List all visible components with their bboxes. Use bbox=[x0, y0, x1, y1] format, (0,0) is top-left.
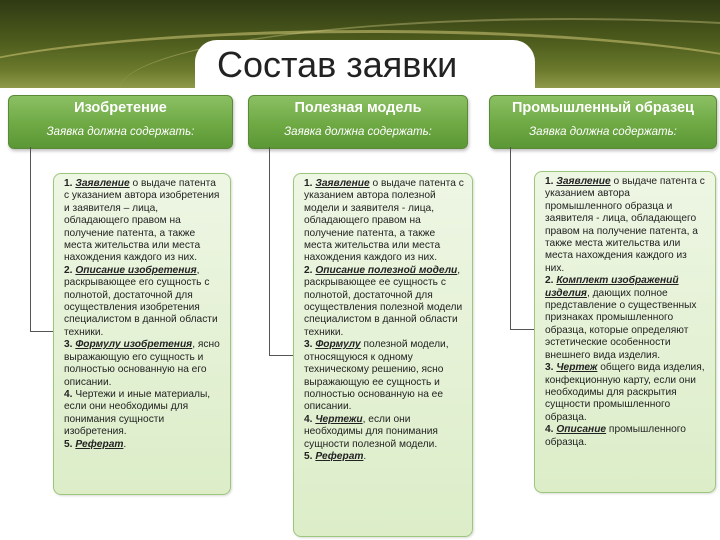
item-number: 3. bbox=[304, 339, 313, 351]
list-item bbox=[304, 414, 464, 451]
item-term: Заявление bbox=[556, 176, 611, 187]
list-item bbox=[304, 339, 464, 413]
requirements-list bbox=[294, 174, 472, 467]
item-term: Чертеж bbox=[556, 362, 598, 374]
item-term: Заявление bbox=[75, 178, 130, 189]
item-term: Описание bbox=[556, 424, 607, 436]
item-term: Чертежи bbox=[315, 413, 363, 425]
item-term: Заявление bbox=[315, 178, 370, 189]
item-number: 3. bbox=[545, 362, 554, 374]
item-text: , раскрывающее ее сущность с полнотой, достаточной для осуществления полезной модели специалистом в данной области техники. bbox=[304, 264, 463, 338]
item-text: о выдаче патента с указанием автора изобретения и заявителя – лица, обладающего правом на получение патента, а также места жительства или места нахождения каждого из них. bbox=[64, 178, 220, 264]
list-item bbox=[64, 339, 222, 389]
requirements-panel-utility-model bbox=[293, 173, 473, 537]
item-text: о выдаче патента с указанием автора промышленного образца и заявителя - лица, обладающего правом на получение патента, а также места жительства или места нахождения каждого из них. bbox=[545, 176, 705, 274]
item-text: общего вида изделия, конфекционную карту, если они необходимы для раскрытия сущности промышленного образца. bbox=[545, 362, 705, 423]
column-header-subtitle: Заявка должна содержать: bbox=[284, 126, 432, 138]
item-text: о выдаче патента с указанием автора полезной модели и заявителя - лица, обладающего правом на получение патента, а также места жительства или места нахождения каждого из них. bbox=[304, 178, 464, 264]
item-number: 2. bbox=[304, 264, 313, 276]
requirements-panel-invention bbox=[53, 173, 231, 495]
list-item bbox=[545, 176, 707, 275]
item-text: , дающих полное представление о существенных признаках промышленного образца, которые определяют эстетические особенности внешнего вида изделия. bbox=[545, 287, 697, 361]
slide-title: Состав заявки bbox=[217, 44, 458, 85]
item-term: Описание полезной модели bbox=[315, 264, 458, 276]
column-header-title: Полезная модель bbox=[294, 100, 422, 116]
item-term: Формулу изобретения bbox=[75, 339, 193, 351]
item-text: . bbox=[123, 438, 127, 450]
item-text: промышленного образца. bbox=[545, 424, 686, 448]
requirements-panel-industrial-design bbox=[534, 171, 716, 493]
item-term: Реферат bbox=[75, 438, 124, 450]
item-number: 4. bbox=[545, 424, 554, 436]
column-header-title: Промышленный образец bbox=[512, 100, 694, 116]
item-text: , если они необходимы для понимания сущности полезной модели. bbox=[304, 413, 438, 450]
column-header-subtitle: Заявка должна содержать: bbox=[529, 126, 677, 138]
connector-line bbox=[510, 147, 535, 330]
item-term: Описание изобретения bbox=[75, 264, 197, 276]
item-term: Реферат bbox=[315, 450, 364, 462]
item-term: Комплект изображений изделия bbox=[545, 275, 679, 299]
connector-line bbox=[269, 147, 294, 356]
item-number: 4. bbox=[64, 388, 73, 400]
list-item bbox=[304, 178, 464, 265]
list-item bbox=[304, 451, 464, 463]
item-number: 5. bbox=[304, 450, 313, 462]
list-item bbox=[64, 389, 222, 439]
list-item bbox=[545, 424, 707, 449]
item-number: 3. bbox=[64, 339, 73, 351]
item-text: . bbox=[363, 450, 367, 462]
list-item bbox=[64, 439, 222, 451]
item-number: 1. bbox=[545, 176, 554, 187]
item-text: , раскрывающее его сущность с полнотой, достаточной для осуществления изобретения специалистом в данной области техники. bbox=[64, 264, 218, 338]
column-header-invention bbox=[8, 95, 233, 149]
connector-line bbox=[30, 147, 54, 332]
item-number: 5. bbox=[64, 438, 73, 450]
list-item bbox=[64, 265, 222, 339]
list-item bbox=[64, 178, 222, 265]
column-header-title: Изобретение bbox=[74, 100, 167, 116]
item-term: Формулу bbox=[315, 339, 361, 351]
list-item bbox=[545, 362, 707, 424]
requirements-list bbox=[54, 174, 230, 455]
title-tab bbox=[195, 40, 535, 88]
item-number: 1. bbox=[64, 178, 73, 189]
column-header-utility-model bbox=[248, 95, 468, 149]
list-item bbox=[545, 275, 707, 362]
item-text: Чертежи и иные материалы, если они необходимы для понимания сущности изобретения. bbox=[64, 388, 211, 438]
item-number: 1. bbox=[304, 178, 313, 189]
item-number: 4. bbox=[304, 413, 313, 425]
requirements-list bbox=[535, 172, 715, 453]
column-header-industrial-design bbox=[489, 95, 717, 149]
list-item bbox=[304, 265, 464, 339]
column-header-subtitle: Заявка должна содержать: bbox=[46, 126, 195, 138]
item-text: полезной модели, относящуюся к одному техническому решению, ясно выражающую ее сущность и полностью основанную на ее описании. bbox=[304, 339, 449, 413]
item-number: 2. bbox=[545, 275, 554, 287]
item-text: , ясно выражающую его сущность и полностью основанную на его описании. bbox=[64, 339, 220, 388]
item-number: 2. bbox=[64, 264, 73, 276]
